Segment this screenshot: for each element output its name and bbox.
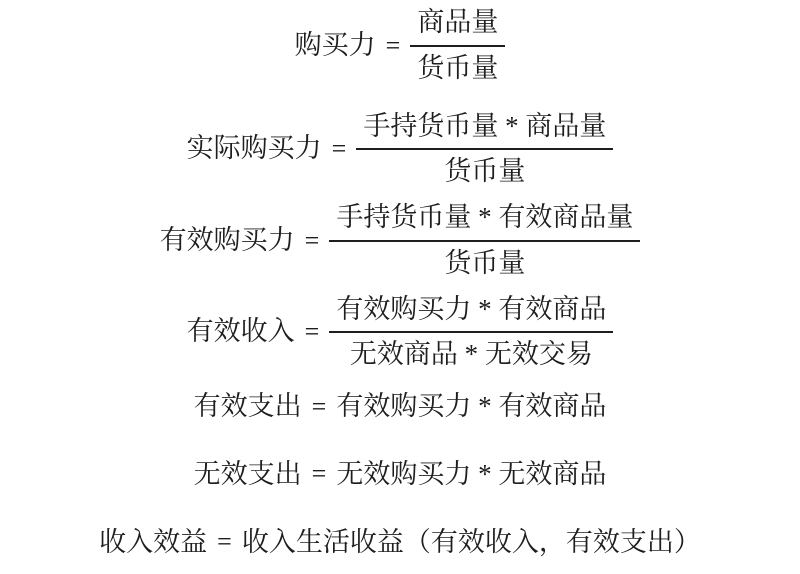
fraction-denominator: 货币量 bbox=[444, 247, 526, 278]
equation-rhs: 无效购买力 * 无效商品 bbox=[336, 458, 607, 489]
equation-row-actual-purchasing-power bbox=[187, 110, 614, 190]
equation-lhs: 实际购买力 bbox=[186, 133, 322, 164]
equals-sign: = bbox=[304, 317, 320, 346]
equation-row-effective-expenditure bbox=[194, 390, 607, 424]
equals-sign: = bbox=[304, 225, 320, 255]
equation-row-income-benefit bbox=[99, 526, 701, 560]
fraction bbox=[356, 110, 613, 190]
fraction-denominator: 无效商品 * 无效交易 bbox=[349, 339, 593, 370]
equation-lhs: 无效支出 bbox=[193, 458, 302, 489]
equation-lhs: 购买力 bbox=[294, 29, 376, 60]
equals-sign: = bbox=[385, 30, 401, 60]
equals-sign: = bbox=[331, 134, 347, 163]
fraction-numerator: 手持货币量 * 商品量 bbox=[356, 110, 613, 151]
equation-lhs: 收入效益 bbox=[99, 526, 208, 557]
equals-sign: = bbox=[217, 527, 232, 557]
equation-row-effective-purchasing-power bbox=[160, 201, 641, 281]
equation-rhs: 有效购买力 * 有效商品 bbox=[336, 391, 607, 421]
equals-sign: = bbox=[311, 459, 327, 489]
equation-lhs: 有效收入 bbox=[186, 316, 295, 347]
fraction-numerator: 手持货币量 * 有效商品量 bbox=[329, 201, 640, 242]
equation-rhs: 收入生活收益（有效收入，有效支出） bbox=[241, 526, 701, 557]
equation-lhs: 有效支出 bbox=[193, 391, 302, 421]
equation-row-purchasing-power bbox=[295, 6, 506, 86]
fraction bbox=[329, 293, 613, 373]
fraction bbox=[329, 201, 640, 281]
equation-row-effective-income bbox=[187, 293, 614, 373]
fraction-denominator: 货币量 bbox=[444, 156, 526, 187]
equation-row-ineffective-expenditure bbox=[194, 458, 607, 492]
equals-sign: = bbox=[311, 391, 327, 421]
fraction-numerator: 有效购买力 * 有效商品 bbox=[329, 293, 613, 334]
fraction-denominator: 货币量 bbox=[417, 52, 499, 83]
fraction-numerator: 商品量 bbox=[410, 6, 505, 47]
equation-lhs: 有效购买力 bbox=[159, 224, 295, 255]
fraction bbox=[410, 6, 505, 86]
